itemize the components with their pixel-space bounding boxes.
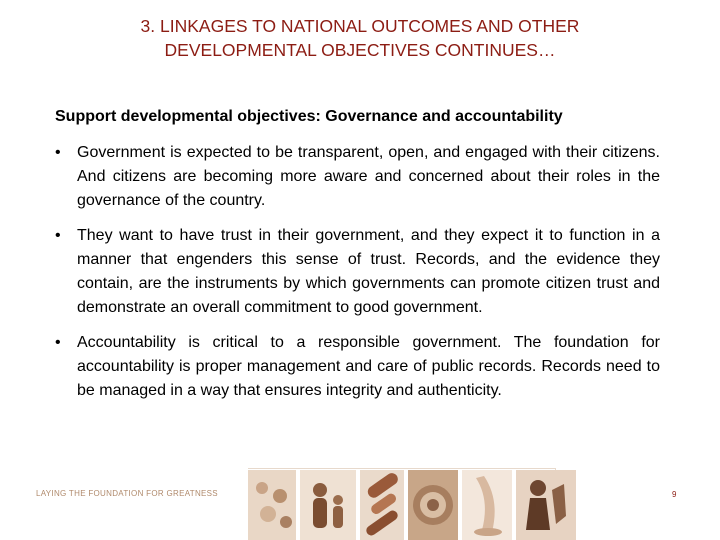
bullet-marker-icon: •	[55, 227, 61, 244]
heritage-photo-tile-6	[516, 470, 576, 540]
section-heading: Support developmental objectives: Governance and accountability	[55, 108, 563, 125]
footer-divider	[248, 468, 556, 469]
bullet-item	[55, 331, 660, 403]
slide-title-line-1: 3. LINKAGES TO NATIONAL OUTCOMES AND OTHER	[140, 16, 580, 36]
bullet-item	[55, 141, 660, 213]
footer-image-strip	[248, 470, 593, 540]
footer-tagline: LAYING THE FOUNDATION FOR GREATNESS	[36, 489, 218, 498]
bullet-marker-icon: •	[55, 334, 61, 351]
heritage-photo-tile-4	[408, 470, 458, 540]
bullet-text: Government is expected to be transparent, open, and engaged with their citizens. And citizens are becoming more aware and concerned about their roles in the governance of the country.	[77, 144, 660, 209]
heritage-photo-tile-1	[248, 470, 296, 540]
page-number: 9	[672, 490, 677, 499]
bullet-marker-icon: •	[55, 144, 61, 161]
bullet-text: Accountability is critical to a responsible government. The foundation for accountability is proper management and care of public records. Records need to be managed in a way that ensures integrity and authenticity.	[77, 334, 660, 399]
heritage-photo-tile-5	[462, 470, 512, 540]
heritage-photo-tile-3	[360, 470, 404, 540]
bullet-list	[55, 141, 660, 414]
slide-title-line-2: DEVELOPMENTAL OBJECTIVES CONTINUES…	[164, 40, 556, 60]
bullet-text: They want to have trust in their government, and they expect it to function in a manner that engenders this sense of trust. Records, and the evidence they contain, are the instruments by which governments can promote citizen trust and demonstrate an overall commitment to good government.	[77, 227, 660, 316]
bullet-item	[55, 224, 660, 320]
slide-title	[60, 14, 660, 62]
heritage-photo-tile-2	[300, 470, 356, 540]
